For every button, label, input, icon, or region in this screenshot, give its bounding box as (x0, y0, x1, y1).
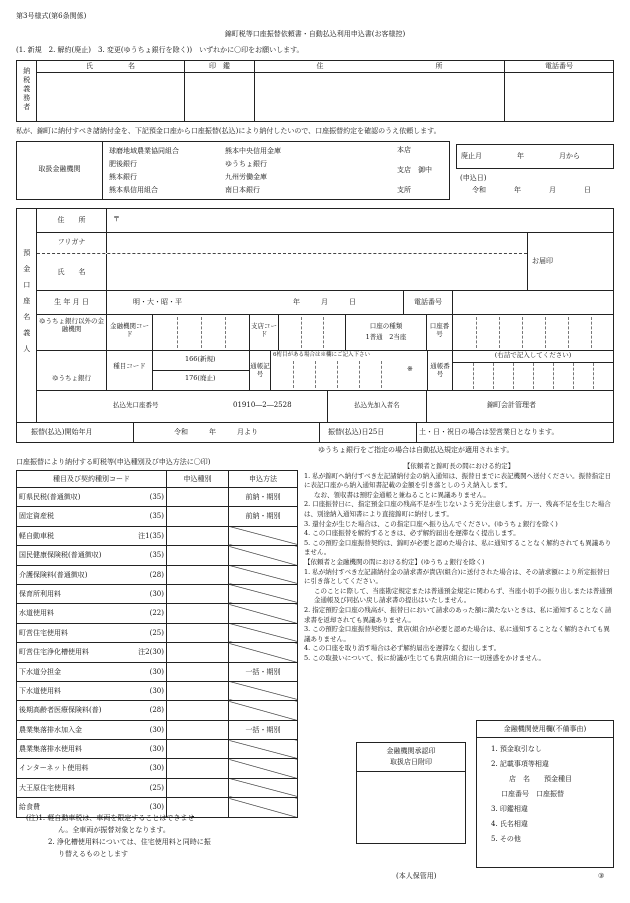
branch-office: 支所 (397, 186, 411, 194)
term-item: 1. 私が納付すべき左記諸納付金の請求書が貴店(組合)に送付された場合は、その請求額により所定振替日に引き落としてください。 (304, 567, 610, 586)
form-number: 第3号様式(第6条関係) (16, 12, 87, 20)
tax-item-cell (17, 584, 167, 603)
address-field[interactable]: 〒 (113, 215, 120, 223)
payee-row (37, 391, 613, 422)
apply-date-field[interactable]: 令和 年 月 日 (472, 186, 591, 194)
tax-row (17, 720, 298, 739)
tax-row (17, 681, 298, 700)
bank-use-item: 口座番号 口座振替 (501, 790, 564, 799)
bank-use-title: 金融機関使用欄(不備事由) (477, 721, 613, 738)
deposit-type-cell[interactable] (345, 315, 427, 350)
tax-apply-method-field[interactable] (229, 546, 298, 565)
passbook-symbol-label: 通帳記号 (249, 351, 271, 390)
tax-item-name: インターネット使用料 (19, 764, 89, 773)
tax-apply-method-field[interactable]: 前納・期別 (229, 488, 298, 507)
term-item: なお、領収書は預貯金通帳と兼ねることに異議ありません。 (314, 490, 490, 499)
tax-item-code: (30) (149, 725, 164, 734)
tax-item-cell (17, 740, 167, 759)
holiday-note: 土・日・祝日の場合は翌営業日となります。 (419, 428, 559, 436)
bank-use-item: 2. 記載事項等相違 (491, 760, 549, 769)
tax-item-name: 町営住宅使用料 (19, 628, 68, 637)
tax-row (17, 623, 298, 642)
abolish-month-field[interactable]: 廃止月 年 月から (456, 144, 614, 169)
tax-item-code: (30) (149, 803, 164, 812)
sixth-digit-mark: ※ (407, 365, 413, 373)
customer-copy-label: (本人保管用) (396, 872, 437, 880)
taxpayer-name-header: 氏 名 (37, 61, 185, 73)
tax-item-name: 後期高齢者医療保険料(普) (19, 706, 102, 715)
form-title: 錦町税等口座振替依頼書・自動払込利用申込書(お客様控) (224, 30, 406, 38)
tax-apply-type-field[interactable] (167, 701, 229, 720)
tax-apply-method-field[interactable] (229, 778, 298, 797)
page-marker: ③ (598, 872, 605, 880)
taxes-header-item: 種目及び契約種別コード (17, 471, 167, 488)
payee-account-number: 01910―2―2528 (233, 401, 292, 409)
tax-apply-type-field[interactable] (167, 526, 229, 545)
tax-item-code: (30) (149, 667, 164, 676)
dob-row (37, 291, 613, 315)
branch-code-field[interactable] (279, 315, 345, 350)
tax-item-cell (17, 526, 167, 545)
tax-row (17, 526, 298, 545)
tax-item-cell (17, 643, 167, 662)
bank-option[interactable]: 熊本県信用組合 (109, 186, 158, 194)
bank-code-field[interactable] (153, 315, 249, 350)
tax-item-name: 下水道分担金 (19, 667, 61, 676)
term-item: 4. この口座を取り消す場合は必ず解約届出を遅滞なく提出します。 (304, 644, 501, 653)
address-label: 住 所 (37, 209, 107, 232)
tax-apply-method-field[interactable]: 一括・期別 (229, 720, 298, 739)
tax-item-code: (30) (149, 686, 164, 695)
registered-seal-label: お届印 (532, 257, 553, 265)
furigana-row (37, 233, 527, 254)
tax-apply-method-field[interactable] (229, 643, 298, 662)
tax-apply-type-field[interactable] (167, 546, 229, 565)
tax-item-cell (17, 488, 167, 507)
account-side-label: 預金口座名義人 (17, 209, 37, 422)
branch-sub: 支店 御中 (397, 166, 432, 174)
kind-code-options[interactable] (153, 351, 249, 390)
tax-apply-method-field[interactable] (229, 681, 298, 700)
tax-apply-method-field[interactable] (229, 584, 298, 603)
stamp-title-approval: 金融機関承認印 (386, 747, 436, 755)
phone-field[interactable] (455, 291, 611, 314)
taxpayer-seal-field[interactable] (185, 73, 255, 122)
bank-use-box (476, 720, 614, 868)
account-number-field[interactable] (453, 315, 613, 350)
tax-item-code: (35) (149, 512, 164, 521)
deposit-type-options[interactable]: 1普通 2当座 (365, 333, 407, 341)
furigana-field[interactable] (109, 233, 525, 253)
tax-item-cell (17, 778, 167, 797)
tax-item-name: 介護保険料(普通徴収) (19, 570, 88, 579)
tax-item-name: 国民健康保険税(普通徴収) (19, 551, 102, 560)
tax-note-line: (注)1. 軽自動車税は、車両を限定することはできませ (26, 814, 195, 822)
furigana-label: フリガナ (37, 233, 107, 253)
bank-use-item: 3. 印鑑相違 (491, 805, 528, 814)
other-bank-label: ゆうちょ銀行以外の金融機関 (37, 315, 107, 350)
post-bank-label: ゆうちょ銀行 (37, 351, 107, 390)
bank-option[interactable]: 球磨地域農業協同組合 (109, 147, 179, 155)
tax-item-code: (35) (149, 493, 164, 501)
tax-row (17, 740, 298, 759)
tax-item-name: 保育所利用料 (19, 589, 61, 598)
tax-apply-type-field[interactable] (167, 584, 229, 603)
tax-item-code: (35) (149, 551, 164, 560)
dob-era-options[interactable]: 明・大・昭・平 (133, 298, 182, 306)
tax-item-code: (30) (149, 745, 164, 754)
deposit-type-label: 口座の種類 (369, 322, 403, 330)
tax-apply-method-field[interactable]: 前納・期別 (229, 507, 298, 526)
tax-apply-type-field[interactable] (167, 720, 229, 739)
terms-block (304, 462, 614, 663)
start-label: 振替(払込)開始年月 (31, 428, 93, 436)
tax-item-cell (17, 701, 167, 720)
tax-row (17, 643, 298, 662)
taxes-notes (26, 812, 211, 860)
bank-option[interactable]: 熊本中央信用金庫 (225, 147, 281, 155)
tax-item-cell (17, 623, 167, 642)
tax-apply-type-field[interactable] (167, 778, 229, 797)
tax-apply-method-field[interactable] (229, 623, 298, 642)
transfer-day-label: 振替(払込)日25日 (319, 423, 417, 442)
tax-item-name: 農業集落排水加入金 (19, 725, 82, 734)
taxes-header-type: 申込種別 (167, 471, 229, 488)
bank-list-col2 (225, 145, 281, 197)
tax-row (17, 546, 298, 565)
dob-date-field[interactable]: 年 月 日 (293, 298, 356, 306)
term-item: 5. この預貯金口座振替契約は、錦町が必要と認めた場合は、私に通知することなく解約されても異議ありません。 (304, 538, 612, 557)
registered-seal-box[interactable] (527, 233, 613, 291)
payee-name-label: 払込先加入者名 (327, 391, 427, 422)
kind-code-abolish[interactable]: 176(廃止) (185, 374, 216, 382)
taxes-caption: 口座振替により納付する町税等(申込種別及び申込方法に〇印) (16, 458, 211, 466)
bank-stamp-box[interactable] (356, 742, 466, 844)
passbook-note: 6桁目がある場合は※欄にご記入下さい (273, 352, 371, 358)
tax-apply-type-field[interactable] (167, 507, 229, 526)
tax-apply-type-field[interactable] (167, 488, 229, 507)
bank-list-col1 (109, 145, 179, 197)
tax-apply-method-field[interactable] (229, 526, 298, 545)
tax-row (17, 778, 298, 797)
taxes-table (16, 470, 298, 818)
tax-note-line: ん。全車両が振替対象となります。 (58, 826, 170, 834)
tax-item-cell (17, 546, 167, 565)
kind-code-label: 種目コード (107, 351, 153, 390)
passbook-number-label: 通帳番号 (427, 351, 453, 390)
payee-name: 錦町会計管理者 (487, 401, 536, 409)
taxes-header-method: 申込方法 (229, 471, 298, 488)
term-item: 2. 口座振替日に、指定預金口座の残高不足が生じないよう充分注意します。万一、残高不足を生じた場合は、別途納入通知書により直接錦町に納付します。 (304, 500, 611, 518)
bank-option[interactable]: 九州労働金庫 (225, 173, 267, 181)
tax-item-name: 軽自動車税 (19, 531, 54, 540)
bank-use-item: 4. 氏名相違 (491, 820, 528, 829)
other-bank-row (37, 315, 613, 351)
taxpayer-phone-header: 電話番号 (505, 61, 614, 73)
kind-code-new[interactable]: 166(新規) (185, 355, 216, 363)
tax-apply-method-field[interactable] (229, 759, 298, 778)
tax-item-name: 水道使用料 (19, 609, 54, 618)
tax-note-line: 2. 浄化槽使用料については、住宅使用料と同時に振 (48, 838, 211, 846)
tax-row (17, 584, 298, 603)
term-item: 1. 私が錦町へ納付すべき左記諸納付金の納入通知は、振替日までに表記機関へ送付ください。振替指定日に表記口座から納入通知書記載の金額を引き落としのうえ納入します。 (304, 471, 612, 490)
term-item: 3. 還付金が生じた場合は、この指定口座へ振り込んでください。(ゆうちょ銀行を除く) (304, 519, 558, 528)
account-holder-box (16, 208, 614, 423)
tax-apply-method-field[interactable] (229, 565, 298, 584)
bank-code-label: 金融機関コード (107, 315, 153, 350)
name-row (37, 254, 527, 291)
passbook-symbol-field[interactable] (271, 351, 427, 390)
taxpayer-seal-header: 印 鑑 (185, 61, 255, 73)
tax-row (17, 662, 298, 681)
bank-option[interactable]: 熊本銀行 (109, 173, 137, 181)
tax-apply-method-field[interactable] (229, 604, 298, 623)
taxpayer-address-field[interactable] (255, 73, 505, 122)
start-row (16, 423, 614, 443)
tax-row (17, 488, 298, 507)
tax-apply-type-field[interactable] (167, 759, 229, 778)
term-item: このことに際して、当座勘定規定または普通預金規定に関わらず、当座小切手の振り出しまたは普通預金通帳及び同払い戻し請求書の提出はいたしません。 (314, 586, 613, 605)
bank-label: 取扱金融機関 (17, 142, 103, 199)
term-item: 3. この預貯金口座振替契約は、貴店(組合)が必要と認めた場合は、私に通知することなく解約されても異議ありません。 (304, 625, 610, 643)
tax-item-code: 注1(35) (138, 531, 164, 540)
tax-item-name: 大王原住宅使用料 (19, 783, 75, 792)
right-align-note: (右詰で記入してください) (494, 351, 572, 359)
tax-apply-method-field[interactable]: 一括・期別 (229, 662, 298, 681)
tax-item-cell (17, 720, 167, 739)
tax-item-code: (28) (149, 706, 164, 715)
tax-row (17, 565, 298, 584)
tax-apply-method-field[interactable] (229, 701, 298, 720)
terms-title-municipality: 【依頼者と錦町長の間における約定】 (403, 462, 515, 470)
term-item: 2. 指定預貯金口座の残高が、振替日において請求のあった額に満たないときは、私に通知することなく請求書を返却されても異議ありません。 (304, 605, 612, 624)
tax-row (17, 604, 298, 623)
tax-item-name: 農業集落排水使用料 (19, 745, 82, 754)
terms-title-bank: 【依頼者と金融機関の間における約定】(ゆうちょ銀行を除く) (304, 557, 485, 566)
tax-item-cell (17, 604, 167, 623)
tax-item-code: (25) (149, 783, 164, 792)
tax-item-cell (17, 507, 167, 526)
post-bank-note: ゆうちょ銀行をご指定の場合は自動払込規定が適用されます。 (318, 446, 514, 454)
tax-item-code: 注2(30) (138, 648, 164, 657)
term-item: 5. この取扱いについて、仮に紛議が生じても貴店(組合)に一切迷惑をかけません。 (304, 653, 545, 662)
tax-row (17, 507, 298, 526)
name-label: 氏 名 (37, 254, 107, 290)
tax-item-name: 下水道使用料 (19, 686, 61, 695)
address-row (37, 209, 613, 233)
tax-apply-type-field[interactable] (167, 662, 229, 681)
post-bank-row (37, 351, 613, 391)
branch-code-label: 支店コード (249, 315, 279, 350)
stamp-title-date: 取扱店日附印 (390, 758, 432, 766)
tax-item-code: (22) (149, 609, 164, 618)
tax-item-cell (17, 662, 167, 681)
tax-item-code: (30) (149, 589, 164, 598)
tax-apply-method-field[interactable] (229, 740, 298, 759)
passbook-number-field[interactable] (453, 351, 613, 390)
tax-item-name: 固定資産税 (19, 512, 54, 521)
tax-item-name: 町営住宅浄化槽使用料 (19, 648, 89, 657)
bank-option[interactable]: 南日本銀行 (225, 186, 260, 194)
tax-apply-type-field[interactable] (167, 681, 229, 700)
tax-item-code: (28) (149, 570, 164, 579)
taxpayer-name-field[interactable] (37, 73, 185, 122)
tax-apply-type-field[interactable] (167, 565, 229, 584)
bank-option[interactable]: ゆうちょ銀行 (225, 160, 267, 168)
tax-apply-type-field[interactable] (167, 740, 229, 759)
tax-note-line: り替えるものとします (58, 850, 128, 858)
taxpayer-table (16, 60, 614, 122)
phone-label: 電話番号 (403, 291, 453, 314)
branch-main: 本店 (397, 146, 411, 154)
dob-label: 生 年 月 日 (37, 291, 107, 314)
payee-account-label: 払込先口座番号 (113, 401, 159, 409)
apply-date-label: (申込日) (460, 174, 487, 182)
account-number-label: 口座番号 (427, 315, 453, 350)
start-date-field[interactable]: 令和 年 月より (133, 423, 319, 442)
tax-item-name: 町県民税(普通徴収) (19, 493, 81, 501)
taxpayer-side-label: 納税義務者 (17, 61, 37, 122)
term-item: 4. この口座振替を解約するときは、必ず解約届出を遅滞なく提出します。 (304, 529, 520, 538)
tax-apply-type-field[interactable] (167, 604, 229, 623)
tax-item-cell (17, 565, 167, 584)
bank-use-item: 5. その他 (491, 835, 521, 844)
tax-item-code: (25) (149, 628, 164, 637)
tax-apply-type-field[interactable] (167, 623, 229, 642)
tax-apply-type-field[interactable] (167, 643, 229, 662)
bank-box (16, 141, 450, 200)
tax-item-name: 給食費 (19, 803, 40, 812)
tax-item-code: (30) (149, 764, 164, 773)
tax-row (17, 759, 298, 778)
taxpayer-address-header: 住 所 (255, 61, 505, 73)
request-type-options: (1. 新規 2. 解約(廃止) 3. 変更(ゆうちょ銀行を除く)) いずれかに〇印をお願いします。 (16, 46, 304, 54)
tax-apply-method-field[interactable] (229, 798, 298, 817)
name-field[interactable] (109, 254, 525, 290)
taxpayer-phone-field[interactable] (505, 73, 614, 122)
bank-option[interactable]: 肥後銀行 (109, 160, 137, 168)
bank-use-item: 店 名 預金種目 (509, 775, 572, 784)
tax-row (17, 701, 298, 720)
request-statement: 私が、錦町に納付すべき諸納付金を、下記預金口座から口座振替(払込)により納付したいので、口座振替約定を確認のうえ依頼します。 (16, 127, 441, 135)
bank-use-item: 1. 預金取引なし (491, 745, 542, 754)
tax-item-cell (17, 681, 167, 700)
tax-item-cell (17, 759, 167, 778)
